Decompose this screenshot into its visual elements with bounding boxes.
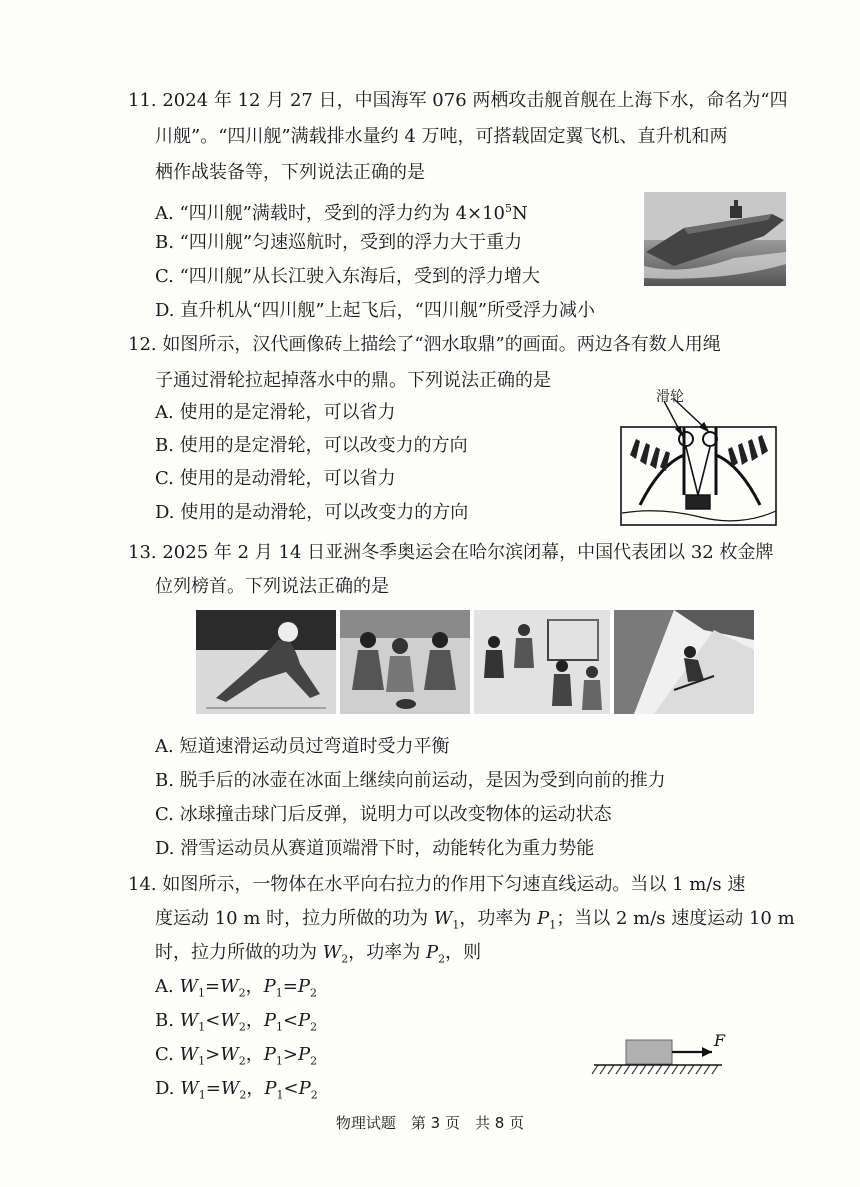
- skiing-photo: [614, 610, 754, 714]
- block-force-figure: [590, 1030, 730, 1078]
- sub: 1: [197, 986, 205, 1000]
- q14-option-a: [155, 974, 317, 1007]
- q14-sub: 2: [438, 952, 446, 966]
- q14-option-b: [155, 1008, 317, 1041]
- pulley-label: 滑轮: [656, 389, 684, 405]
- q11-stem-line3: 栖作战装备等，下列说法正确的是: [155, 162, 425, 183]
- var: P: [263, 976, 276, 997]
- q14-line3-text-b: ，功率为: [348, 942, 426, 963]
- q14-var-w: W: [433, 908, 453, 929]
- comma: ，: [245, 1010, 264, 1031]
- q11-option-b: B. “四川舰”匀速巡航时，受到的浮力大于重力: [155, 232, 523, 253]
- var: W: [220, 1078, 240, 1099]
- comma: ，: [245, 976, 264, 997]
- relation: <: [205, 1010, 221, 1031]
- q14-line2-text-a: 度运动 10 m 时，拉力所做的功为: [155, 908, 434, 929]
- q12-stem-line1: 12. 如图所示，汉代画像砖上描绘了“泗水取鼎”的画面。两边各有数人用绳: [128, 334, 721, 355]
- q14-stem-line2: [155, 906, 795, 939]
- q14-option-c: [155, 1042, 317, 1075]
- sub: 1: [275, 1020, 283, 1034]
- q13-option-b: B. 脱手后的冰壶在冰面上继续向前运动，是因为受到向前的推力: [155, 770, 666, 791]
- sub: 1: [198, 1088, 206, 1102]
- var: P: [297, 976, 310, 997]
- q13-option-c: C. 冰球撞击球门后反弹，说明力可以改变物体的运动状态: [155, 804, 612, 825]
- var: W: [220, 976, 239, 997]
- var: P: [263, 1044, 276, 1065]
- var: P: [297, 1044, 311, 1065]
- q13-stem-line1: 13. 2025 年 2 月 14 日亚洲冬季奥运会在哈尔滨闭幕，中国代表团以 32 枚金牌: [128, 542, 774, 563]
- sub: 2: [310, 1054, 318, 1068]
- ground-hatching: [592, 1065, 718, 1074]
- warship-photo: [644, 192, 786, 286]
- sub: 1: [275, 1054, 283, 1068]
- q12-option-d: D. 使用的是动滑轮，可以改变力的方向: [155, 502, 469, 523]
- var: P: [298, 1078, 311, 1099]
- q14-sub: 2: [341, 952, 349, 966]
- sub: 2: [310, 1020, 318, 1034]
- q12-option-b: B. 使用的是定滑轮，可以改变力的方向: [155, 435, 468, 456]
- page-footer: 物理试题 第 3 页 共 8 页: [335, 1114, 525, 1132]
- relation: =: [282, 976, 298, 997]
- var: W: [220, 1044, 239, 1065]
- q14-line2-text-b: ，功率为: [459, 908, 538, 929]
- sub: 1: [198, 1054, 206, 1068]
- q14-line2-text-c: ；当以 2 m/s 速度运动 10 m: [556, 908, 795, 929]
- curling-photo: [340, 610, 470, 714]
- q14-line3-text-c: ，则: [445, 942, 482, 963]
- q14-sub: 1: [549, 918, 557, 932]
- arrowhead-icon: [702, 1047, 712, 1057]
- sub: 2: [238, 1054, 246, 1068]
- force-label: F: [714, 1031, 726, 1050]
- var: W: [179, 1044, 199, 1065]
- q14-stem-line1: 14. 如图所示，一物体在水平向右拉力的作用下匀速直线运动。当以 1 m/s 速: [128, 874, 746, 895]
- sub: 2: [238, 986, 246, 1000]
- q12-option-c: C. 使用的是动滑轮，可以省力: [155, 468, 396, 489]
- speed-skating-photo: [196, 610, 336, 714]
- q11-option-a: [155, 196, 528, 227]
- q11-option-a-exponent: 5: [505, 202, 513, 215]
- q14-option-d: [155, 1076, 318, 1109]
- var: W: [179, 1010, 199, 1031]
- q11-stem-line1: 11. 2024 年 12 月 27 日，中国海军 076 两栖攻击舰首舰在上海下水，命名为“四: [128, 90, 788, 111]
- q14-line3-text-a: 时，拉力所做的功为: [155, 942, 323, 963]
- q11-option-c: C. “四川舰”从长江驶入东海后，受到的浮力增大: [155, 266, 540, 287]
- q12-stem-line2: 子通过滑轮拉起掉落水中的鼎。下列说法正确的是: [155, 370, 551, 391]
- var: W: [180, 1078, 199, 1099]
- q12-option-a: A. 使用的是定滑轮，可以省力: [155, 402, 396, 423]
- q13-stem-line2: 位列榜首。下列说法正确的是: [155, 576, 389, 597]
- relation: =: [204, 976, 221, 997]
- q14-stem-line3: [155, 940, 481, 973]
- q13-option-d: D. 滑雪运动员从赛道顶端滑下时，动能转化为重力势能: [155, 838, 595, 859]
- option-letter: D.: [155, 1078, 175, 1099]
- var: W: [220, 1010, 239, 1031]
- q11-option-a-pre: A. “四川舰”满载时，受到的浮力约为 4×10: [155, 203, 506, 224]
- sub: 2: [238, 1020, 246, 1034]
- q14-var-w: W: [322, 942, 342, 963]
- var: W: [179, 976, 198, 997]
- var: P: [264, 1078, 277, 1099]
- pulley-figure: [620, 395, 778, 527]
- q11-option-a-unit: N: [512, 203, 528, 224]
- q11-option-d: D. 直升机从“四川舰”上起飞后，“四川舰”所受浮力减小: [155, 300, 596, 321]
- option-letter: A.: [155, 976, 174, 997]
- ice-hockey-photo: [474, 610, 610, 714]
- q11-stem-line2: 川舰”。“四川舰”满载排水量约 4 万吨，可搭载固定翼飞机、直升机和两: [155, 126, 728, 147]
- sub: 1: [198, 1020, 206, 1034]
- q14-var-p: P: [537, 908, 550, 929]
- sub: 1: [275, 986, 283, 1000]
- var: P: [263, 1010, 276, 1031]
- relation: >: [282, 1044, 298, 1065]
- sub: 2: [239, 1088, 247, 1102]
- relation: >: [205, 1044, 221, 1065]
- relation: =: [205, 1078, 221, 1099]
- sub: 1: [276, 1088, 284, 1102]
- var: P: [298, 1010, 311, 1031]
- q14-var-p: P: [425, 942, 439, 963]
- q13-option-a: A. 短道速滑运动员过弯道时受力平衡: [155, 736, 450, 757]
- comma: ，: [246, 1078, 265, 1099]
- q14-sub: 1: [452, 918, 460, 932]
- option-letter: C.: [155, 1044, 174, 1065]
- relation: <: [283, 1078, 299, 1099]
- relation: <: [282, 1010, 299, 1031]
- sub: 2: [309, 986, 317, 1000]
- sub: 2: [310, 1088, 318, 1102]
- option-letter: B.: [155, 1010, 174, 1031]
- block: [626, 1040, 672, 1064]
- comma: ，: [245, 1044, 264, 1065]
